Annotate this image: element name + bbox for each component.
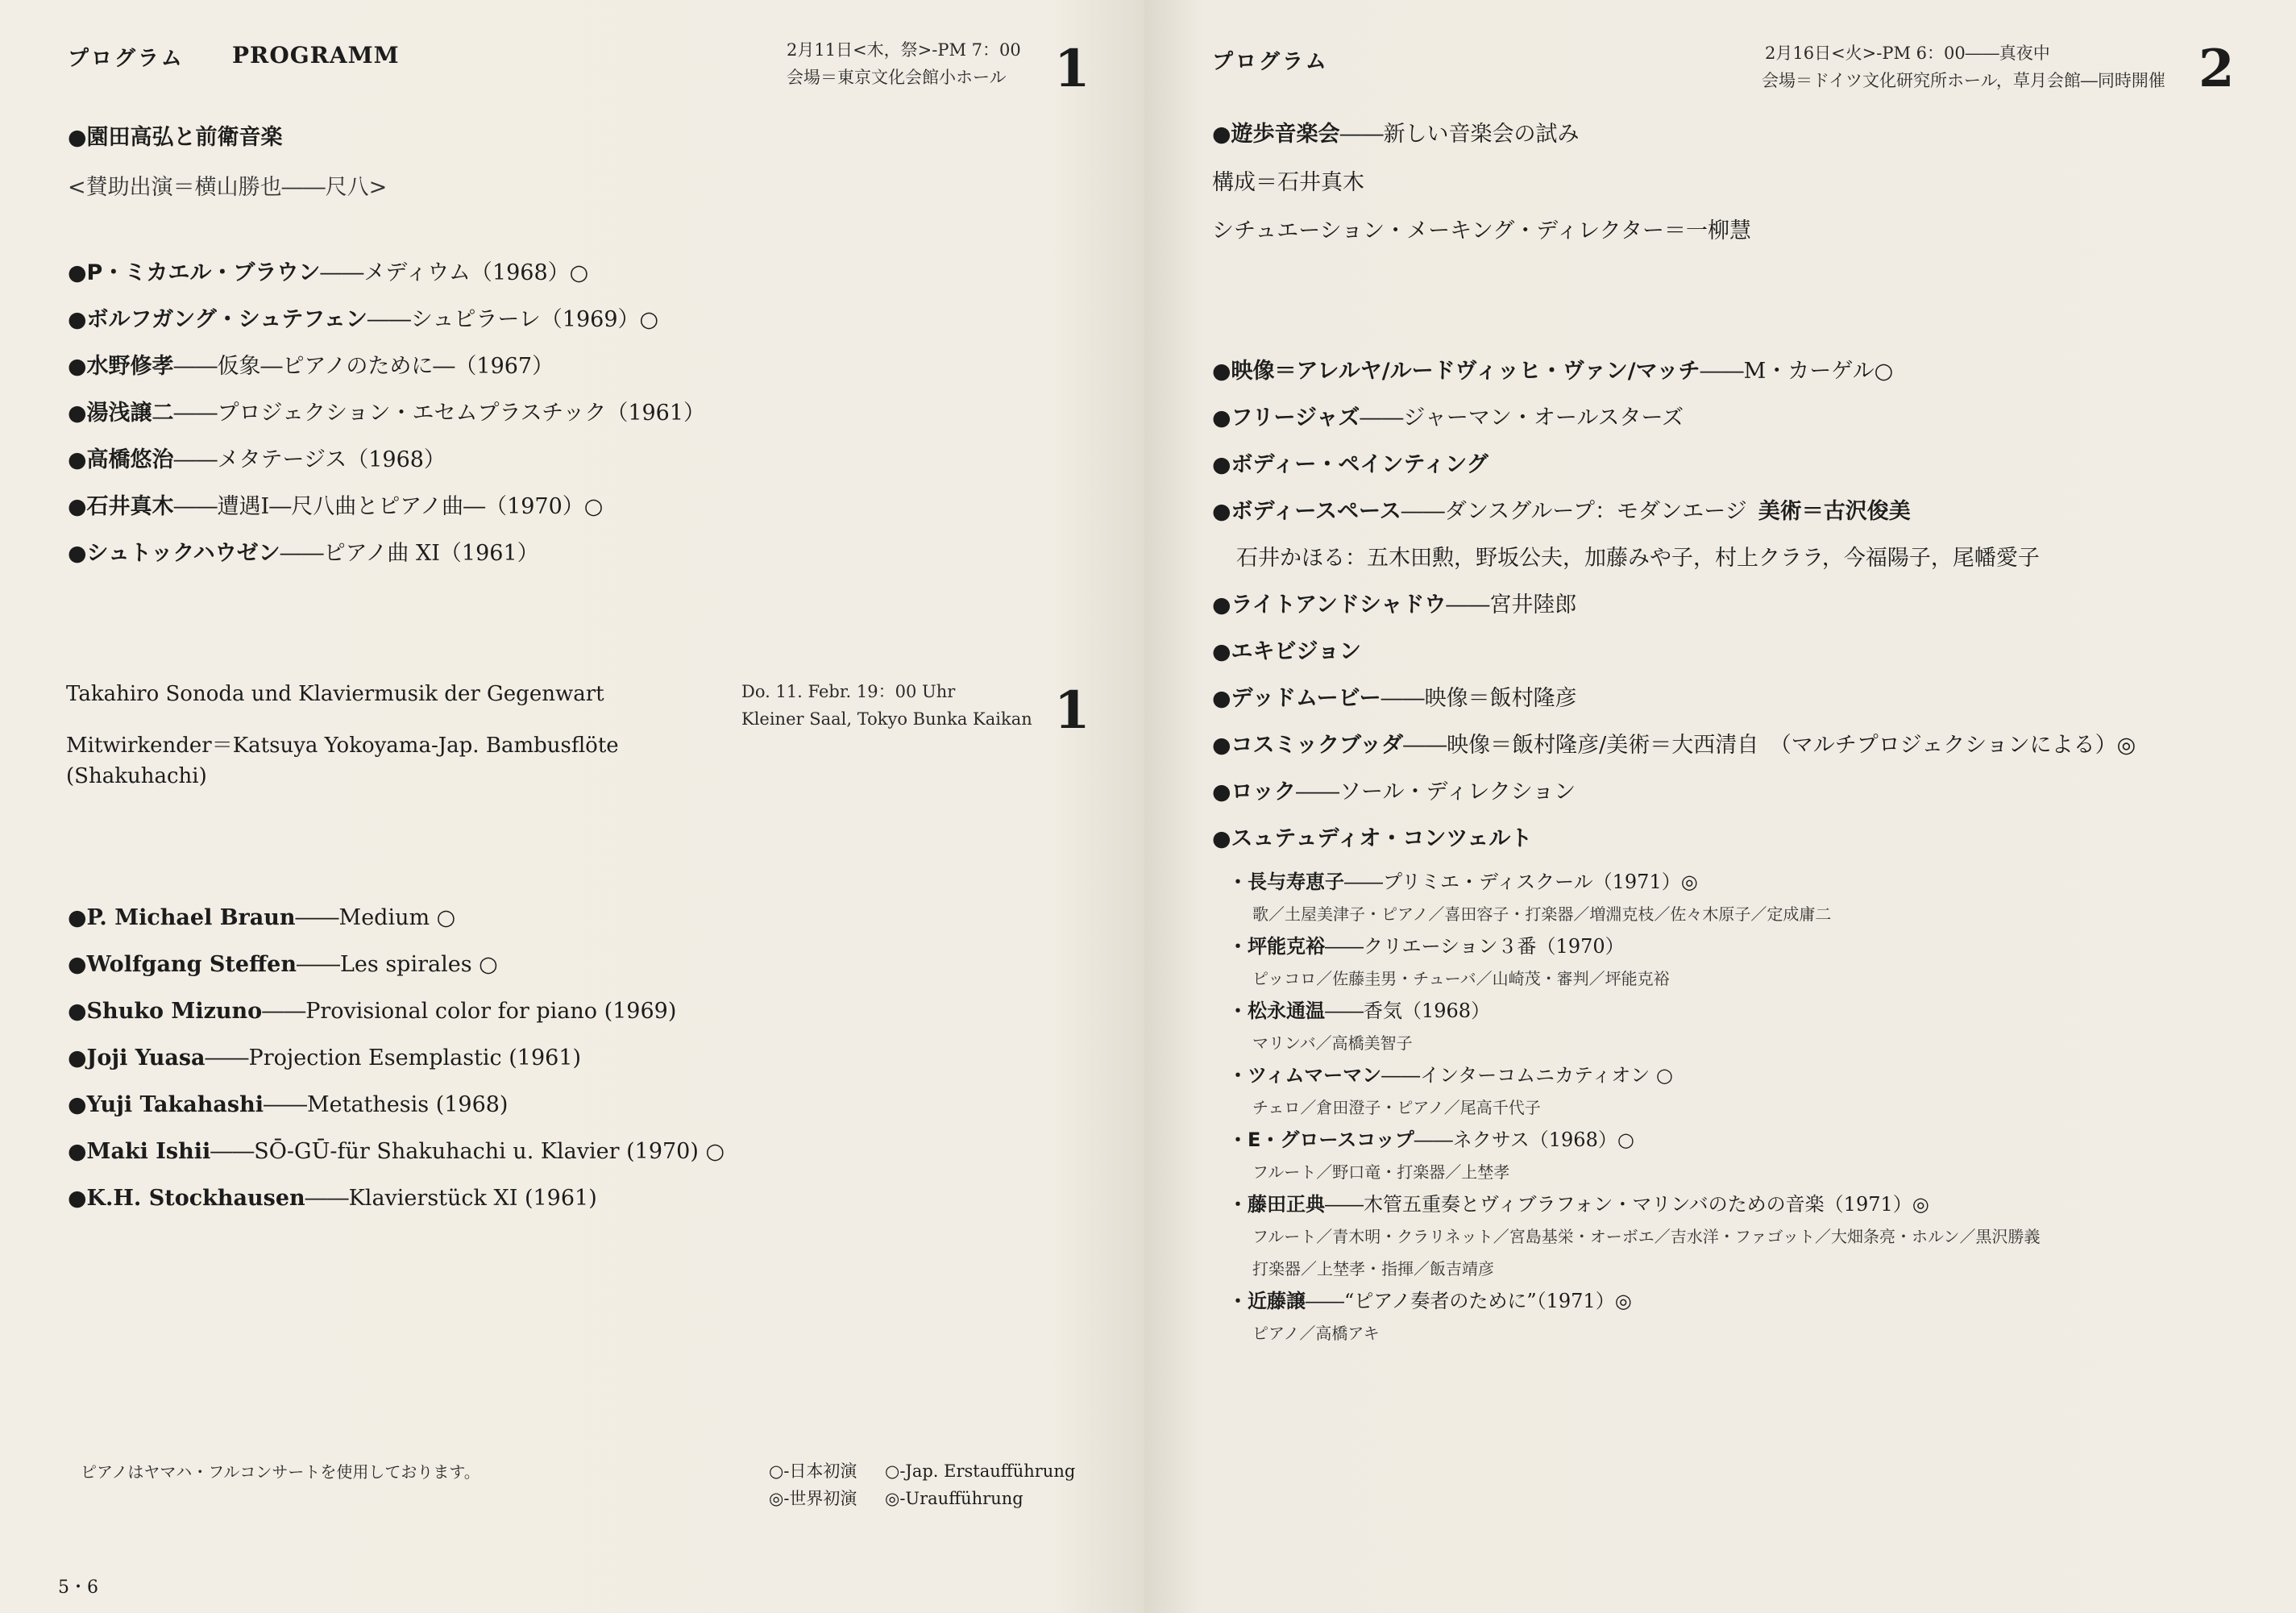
guest-performer-jp: <賛助出演＝横山勝也――尺八> — [68, 175, 388, 200]
concert-date-jp: 2月11日<木，祭>-PM 7：00 — [787, 40, 1021, 60]
concert-venue-de: Kleiner Saal, Tokyo Bunka Kaikan — [741, 709, 1032, 729]
list-item — [68, 1082, 725, 1129]
concert-title — [1212, 116, 1580, 148]
list-item — [1212, 488, 2136, 535]
performers: マリンバ／高橋美智子 — [1252, 1033, 1413, 1053]
page-heading-jp: プログラム — [68, 47, 185, 71]
concert-date-de: Do. 11. Febr. 19：00 Uhr — [741, 682, 956, 701]
page-number: 5・6 — [58, 1578, 98, 1598]
page-heading-en: PROGRAMM — [232, 42, 400, 69]
right-page — [1144, 0, 2296, 1613]
work-title: ――ネクサス（1968）○ — [1414, 1129, 1634, 1151]
list-item — [1228, 1188, 2041, 1220]
event-name: ●フリージャズ — [1212, 405, 1360, 430]
composer-name: ●水野修孝 — [68, 354, 174, 379]
work-title: ――プリミエ・ディスクール（1971）◎ — [1344, 871, 1698, 893]
list-item — [68, 1129, 725, 1175]
list-item — [1228, 1124, 2041, 1156]
list-item — [68, 530, 705, 577]
event-name: ●ロック — [1212, 779, 1297, 804]
event-detail: ――M・カーゲル○ — [1700, 359, 1894, 384]
list-item — [68, 1035, 725, 1082]
event-name: ●映像＝アレルヤ/ルードヴィッヒ・ヴァン/マッチ — [1212, 359, 1700, 384]
page-heading-jp: プログラム — [1212, 50, 1329, 74]
director-credit: シチュエーション・メーキング・ディレクター＝一柳慧 — [1212, 218, 1752, 243]
event-name: ●デッドムービー — [1212, 686, 1381, 711]
composer-name: ●Yuji Takahashi — [68, 1092, 264, 1117]
work-title: ――クリエーション３番（1970） — [1325, 935, 1625, 958]
performers: ピアノ／高橋アキ — [1252, 1324, 1380, 1343]
legend-world-premiere: ◎-世界初演 — [769, 1489, 857, 1508]
list-item — [1212, 629, 2136, 676]
concert-title-main: ●遊歩音楽会 — [1212, 122, 1340, 147]
legend-japan-premiere: ○-日本初演 — [769, 1461, 857, 1481]
composer-name: ●Maki Ishii — [68, 1139, 211, 1164]
composer-name: ●シュトックハウゼン — [68, 541, 280, 566]
list-item — [1228, 930, 2041, 962]
guest-performer-de: Mitwirkender＝Katsuya Yokoyama-Jap. Bambusflöte — [66, 734, 619, 758]
concert-title-de: Takahiro Sonoda und Klaviermusik der Gegenwart — [66, 682, 604, 706]
work-title: ――Medium ○ — [295, 905, 456, 930]
list-item — [1212, 395, 2136, 442]
work-title: ――メタテージス（1968） — [173, 447, 446, 472]
list-item — [1212, 348, 2136, 395]
event-detail: ――宮井陸郎 — [1446, 592, 1577, 617]
concert-number-jp: 1 — [1054, 39, 1090, 99]
list-item — [68, 297, 705, 343]
composer-name: ●P. Michael Braun — [68, 905, 296, 930]
list-item — [68, 390, 705, 437]
work-title: ――木管五重奏とヴィブラフォン・マリンバのための音楽（1971）◎ — [1325, 1193, 1929, 1216]
composer-name: ●Joji Yuasa — [68, 1046, 206, 1070]
list-item — [68, 1175, 725, 1222]
list-item — [1228, 1285, 2041, 1317]
event-detail: ――映像＝飯村隆彦/美術＝大西清自 （マルチプロジェクションによる）◎ — [1403, 733, 2136, 758]
event-name: ●コスミックブッダ — [1212, 733, 1404, 758]
event-detail: ――映像＝飯村隆彦 — [1381, 686, 1577, 711]
composer-name: ・ツィムマーマン — [1228, 1064, 1382, 1087]
performers: 歌／土屋美津子・ピアノ／喜田容子・打楽器／増淵克枝／佐々木原子／定成庸二 — [1252, 904, 1832, 924]
composer-name: ・藤田正典 — [1228, 1193, 1325, 1216]
list-item — [68, 942, 725, 988]
list-item — [1212, 582, 2136, 629]
list-item — [68, 343, 705, 390]
legend-urauffuehrung: ◎-Uraufführung — [885, 1489, 1023, 1508]
performers: 打楽器／上埜孝・指揮／飯吉靖彦 — [1252, 1259, 1494, 1278]
performers: ピッコロ／佐藤圭男・チューバ／山崎茂・審判／坪能克裕 — [1252, 969, 1670, 988]
work-title: ――SŌ-GŪ-für Shakuhachi u. Klavier (1970) ○ — [210, 1139, 725, 1164]
work-title: ――Provisional color for piano (1969) — [262, 999, 677, 1024]
works-list-jp — [68, 250, 705, 577]
art-credit: 美術＝古沢俊美 — [1758, 499, 1911, 524]
composer-name: ●湯浅譲二 — [68, 401, 174, 426]
concert-venue-jp: 会場＝東京文化会館小ホール — [787, 68, 1007, 87]
concert-number: 2 — [2198, 39, 2235, 99]
performers: フルート／青木明・クラリネット／宮島基栄・オーボエ／吉水洋・ファゴット／大畑条亮・ホルン／黒沢勝義 — [1252, 1227, 2041, 1246]
list-item — [1228, 1059, 2041, 1091]
event-list — [1212, 348, 2136, 863]
event-name: ●ボディー・ペインティング — [1212, 452, 1488, 477]
event-name: ●ライトアンドシャドウ — [1212, 592, 1447, 617]
composer-name: ●石井真木 — [68, 494, 174, 519]
list-item — [1212, 816, 2136, 863]
dancer-list: 石井かほる：五木田勲，野坂公夫，加藤みや子，村上クララ，今福陽子，尾幡愛子 — [1236, 546, 2040, 571]
concert-number-de: 1 — [1054, 680, 1090, 741]
list-item — [1228, 995, 2041, 1027]
work-title: ――香気（1968） — [1325, 1000, 1491, 1022]
composer-name: ●Wolfgang Steffen — [68, 952, 297, 977]
concert-date-jp: 2月16日<火>-PM 6：00――真夜中 — [1765, 44, 2050, 63]
concert-venue-jp: 会場＝ドイツ文化研究所ホール，草月会館―同時開催 — [1762, 71, 2165, 90]
list-item — [68, 895, 725, 942]
list-item — [1212, 442, 2136, 488]
event-detail: ――ジャーマン・オールスターズ — [1360, 405, 1684, 430]
event-detail: ――ダンスグループ：モダンエージ — [1401, 499, 1747, 524]
work-title: ――Klavierstück XI (1961) — [305, 1186, 597, 1211]
composer-name: ●ボルフガング・シュテフェン — [68, 307, 367, 332]
work-title: ――Projection Esemplastic (1961) — [205, 1046, 582, 1070]
works-list-de — [68, 895, 725, 1222]
composer-name: ●K.H. Stockhausen — [68, 1186, 305, 1211]
piano-note: ピアノはヤマハ・フルコンサートを使用しております。 — [81, 1462, 480, 1482]
concert-title-sub: ――新しい音楽会の試み — [1339, 122, 1580, 147]
composer-name: ・松永通温 — [1228, 1000, 1325, 1022]
event-name: ●スュテュディオ・コンツェルト — [1212, 826, 1533, 851]
work-title: ――“ピアノ奏者のために”（1971）◎ — [1306, 1290, 1632, 1312]
list-item — [1228, 866, 2041, 898]
composer-name: ●P・ミカエル・ブラウン — [68, 260, 321, 285]
event-name: ●エキビジョン — [1212, 639, 1362, 664]
work-title: ――ピアノ曲 XI（1961） — [280, 541, 539, 566]
performers: フルート／野口竜・打楽器／上埜孝 — [1252, 1162, 1510, 1182]
work-title: ――Les spirales ○ — [296, 952, 498, 977]
list-item — [1212, 769, 2136, 816]
composer-name: ・E・グロースコップ — [1228, 1129, 1414, 1151]
work-title: ――プロジェクション・エセムプラスチック（1961） — [173, 401, 706, 426]
list-item — [68, 437, 705, 484]
composer-name: ・近藤譲 — [1228, 1290, 1306, 1312]
work-title: ――インターコムニカティオン ○ — [1381, 1064, 1673, 1087]
guest-instrument-de: (Shakuhachi) — [66, 764, 207, 788]
list-item — [68, 250, 705, 297]
composer-name: ●Shuko Mizuno — [68, 999, 263, 1024]
legend-jap-erstauffuehrung: ○-Jap. Erstaufführung — [885, 1461, 1076, 1481]
work-title: ――シュピラーレ（1969）○ — [367, 307, 659, 332]
list-item — [68, 484, 705, 530]
work-title: ――遭遇Ⅰ―尺八曲とピアノ曲―（1970）○ — [173, 494, 604, 519]
work-title: ――メディウム（1968）○ — [320, 260, 589, 285]
event-name: ●ボディースペース — [1212, 499, 1401, 524]
list-item — [1212, 722, 2136, 769]
studio-concert-list — [1228, 866, 2041, 1349]
composer-name: ・坪能克裕 — [1228, 935, 1325, 958]
concert-title-jp: ●園田高弘と前衛音楽 — [68, 125, 283, 150]
composer-name: ●高橋悠治 — [68, 447, 174, 472]
work-title: ――仮象―ピアノのために―（1967） — [173, 354, 554, 379]
list-item — [68, 988, 725, 1035]
composer-name: ・長与寿恵子 — [1228, 871, 1344, 893]
list-item — [1212, 676, 2136, 722]
event-detail: ――ソール・ディレクション — [1296, 779, 1576, 804]
work-title: ――Metathesis (1968) — [263, 1092, 509, 1117]
left-page — [0, 0, 1144, 1613]
composition-credit: 構成＝石井真木 — [1212, 170, 1364, 195]
performers: チェロ／倉田澄子・ピアノ／尾高千代子 — [1252, 1098, 1541, 1117]
